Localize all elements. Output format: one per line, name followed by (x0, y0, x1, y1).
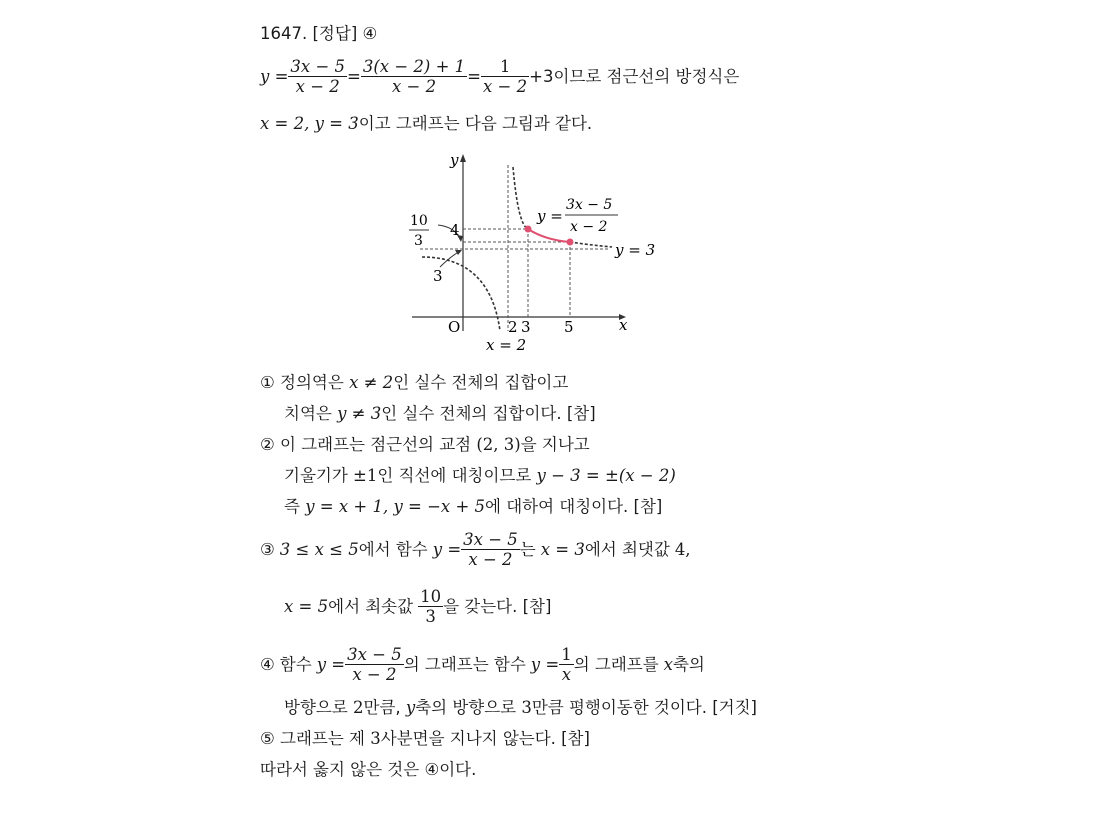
option-3-line-2 (284, 587, 551, 626)
conclusion-text: 이다. (439, 760, 477, 779)
option-1-math: x ≠ 2 (349, 373, 394, 392)
fraction-numerator: 3x − 5 (463, 530, 518, 549)
tick-y3: 3 (433, 267, 443, 285)
fraction-denominator: x − 2 (352, 665, 397, 684)
intro-asymptote-line (260, 114, 592, 134)
option-2-math: y − 3 = ±(x − 2) (536, 466, 676, 485)
option-3-math: 4, (674, 539, 691, 559)
option-4-math: y = (530, 654, 560, 674)
option-1-text: 정의역은 (280, 373, 344, 392)
option-2-line-2 (284, 466, 676, 486)
x-axis-label: x (619, 316, 628, 334)
option-3-text: 에서 함수 (358, 539, 428, 559)
fraction-numerator: 1 (481, 57, 529, 77)
option-2-math: (2, 3) (476, 435, 521, 454)
function-graph (400, 145, 675, 360)
problem-number: 1647. (260, 24, 308, 43)
option-2-text: 즉 (284, 497, 300, 516)
fraction (481, 57, 529, 96)
tick-y4: 4 (450, 221, 460, 239)
option-3-math: x = 3 (540, 539, 585, 559)
option-4-line-2 (284, 698, 757, 718)
option-1-line-2 (284, 404, 596, 424)
curve-upper-right (570, 242, 612, 247)
option-4-text: 축의 방향으로 (415, 698, 517, 717)
fraction-numerator: 10 (420, 587, 442, 606)
option-5-math: 3 (370, 729, 381, 748)
option-1-line-1 (260, 373, 568, 393)
horizontal-asymptote-label: y = 3 (615, 241, 656, 259)
option-2-text: 기울기가 (284, 466, 348, 485)
option-1-marker: ① (260, 373, 275, 392)
option-3-text: 을 갖는다. [참] (443, 596, 552, 616)
fraction-denominator: 3 (425, 607, 436, 626)
tick-x2: 2 (508, 318, 518, 336)
answer-label: [정답] (312, 24, 358, 43)
conclusion-text: 따라서 옳지 않은 것은 (260, 760, 420, 779)
curve-upper-left (513, 167, 528, 229)
intro-equation-line (260, 57, 739, 96)
fraction (361, 57, 467, 96)
fraction-denominator: x − 2 (295, 77, 340, 96)
function-label-lhs: y = (537, 207, 563, 225)
option-4-text: 함수 (279, 654, 312, 674)
option-5-line (260, 729, 590, 749)
fraction-denominator: x − 2 (468, 550, 513, 569)
fraction (345, 645, 404, 684)
answer-marker: ④ (362, 24, 378, 43)
option-4-math: y = (316, 654, 346, 674)
option-3-text: 에서 최댓값 (584, 539, 670, 559)
option-2-line-1 (260, 435, 590, 455)
label-10-3-denominator: 3 (414, 233, 423, 249)
function-label-numerator: 3x − 5 (566, 197, 613, 213)
option-1-math: y ≠ 3 (337, 404, 382, 423)
option-4-line-1 (260, 645, 705, 684)
conclusion-marker: ④ (424, 760, 440, 779)
option-3-math: 3 ≤ x ≤ 5 (279, 539, 359, 559)
pointer-arrow-icon (455, 250, 462, 255)
option-4-text: 의 그래프를 (573, 654, 659, 674)
option-3-text: 에서 최솟값 (328, 596, 414, 616)
asymptote-equations: x = 2, y = 3 (260, 114, 359, 133)
option-2-line-3 (284, 497, 662, 517)
option-2-text: 을 지나고 (520, 435, 590, 454)
option-2-text: 에 대하여 대칭이다. [참] (485, 497, 663, 516)
option-4-text: 의 그래프는 함수 (403, 654, 526, 674)
y-axis-arrow-icon (460, 154, 466, 162)
fraction (461, 530, 520, 569)
fraction-numerator: 1 (561, 645, 572, 664)
intro-line2-tail: 이고 그래프는 다음 그림과 같다. (358, 114, 593, 133)
option-2-text: 인 직선에 대칭이므로 (377, 466, 532, 485)
option-3-line-1 (260, 530, 691, 569)
origin-label: O (448, 318, 461, 336)
vertical-asymptote-label: x = 2 (486, 336, 527, 354)
fraction-denominator: x − 2 (483, 77, 528, 96)
option-1-text: 치역은 (284, 404, 332, 423)
conclusion-line (260, 760, 476, 780)
option-3-math: y = (432, 539, 462, 559)
tick-x5: 5 (564, 318, 574, 336)
option-1-text: 인 실수 전체의 집합이다. [참] (381, 404, 596, 423)
option-3-math: x = 5 (284, 596, 329, 616)
option-4-text: 만큼 평행이동한 것이다. [거짓] (531, 698, 757, 717)
option-1-text: 인 실수 전체의 집합이고 (393, 373, 569, 392)
option-3-marker: ③ (260, 539, 275, 559)
intro-tail-text: +3이므로 점근선의 방정식은 (529, 66, 740, 86)
curve-highlight-segment (528, 229, 570, 242)
option-4-marker: ④ (260, 654, 275, 674)
y-axis-label: y (450, 151, 459, 169)
intro-y-eq: y = (260, 66, 289, 86)
option-4-math: y (405, 698, 416, 717)
tick-x3: 3 (521, 318, 531, 336)
endpoint-x5 (567, 239, 574, 246)
option-4-text: 만큼, (363, 698, 401, 717)
label-10-3-numerator: 10 (410, 213, 428, 229)
fraction-numerator: 3(x − 2) + 1 (362, 57, 466, 76)
fraction-denominator: x (561, 665, 572, 684)
fraction (288, 57, 347, 96)
equals-sign: = (347, 66, 361, 86)
option-2-marker: ② (260, 435, 275, 454)
option-2-math: y = x + 1, y = −x + 5 (305, 497, 486, 516)
option-2-math: ±1 (353, 466, 378, 485)
equals-sign: = (467, 66, 481, 86)
option-4-text: 축의 (672, 654, 705, 674)
fraction (559, 645, 574, 684)
option-5-marker: ⑤ (260, 729, 275, 748)
option-2-text: 이 그래프는 점근선의 교점 (280, 435, 472, 454)
fraction (418, 587, 443, 626)
function-label-denominator: x − 2 (570, 219, 608, 235)
option-4-math: 2 (353, 698, 364, 717)
option-5-text: 사분면을 지나지 않는다. [참] (380, 729, 590, 748)
option-4-text: 방향으로 (284, 698, 348, 717)
endpoint-x3 (525, 226, 532, 233)
option-4-math: 3 (521, 698, 532, 717)
option-5-text: 그래프는 제 (280, 729, 365, 748)
option-3-text: 는 (519, 539, 536, 559)
fraction-denominator: x − 2 (391, 77, 437, 96)
fraction-numerator: 3x − 5 (347, 645, 402, 664)
fraction-numerator: 3x − 5 (290, 57, 346, 76)
problem-header (260, 24, 377, 44)
option-4-math: x (663, 654, 673, 674)
